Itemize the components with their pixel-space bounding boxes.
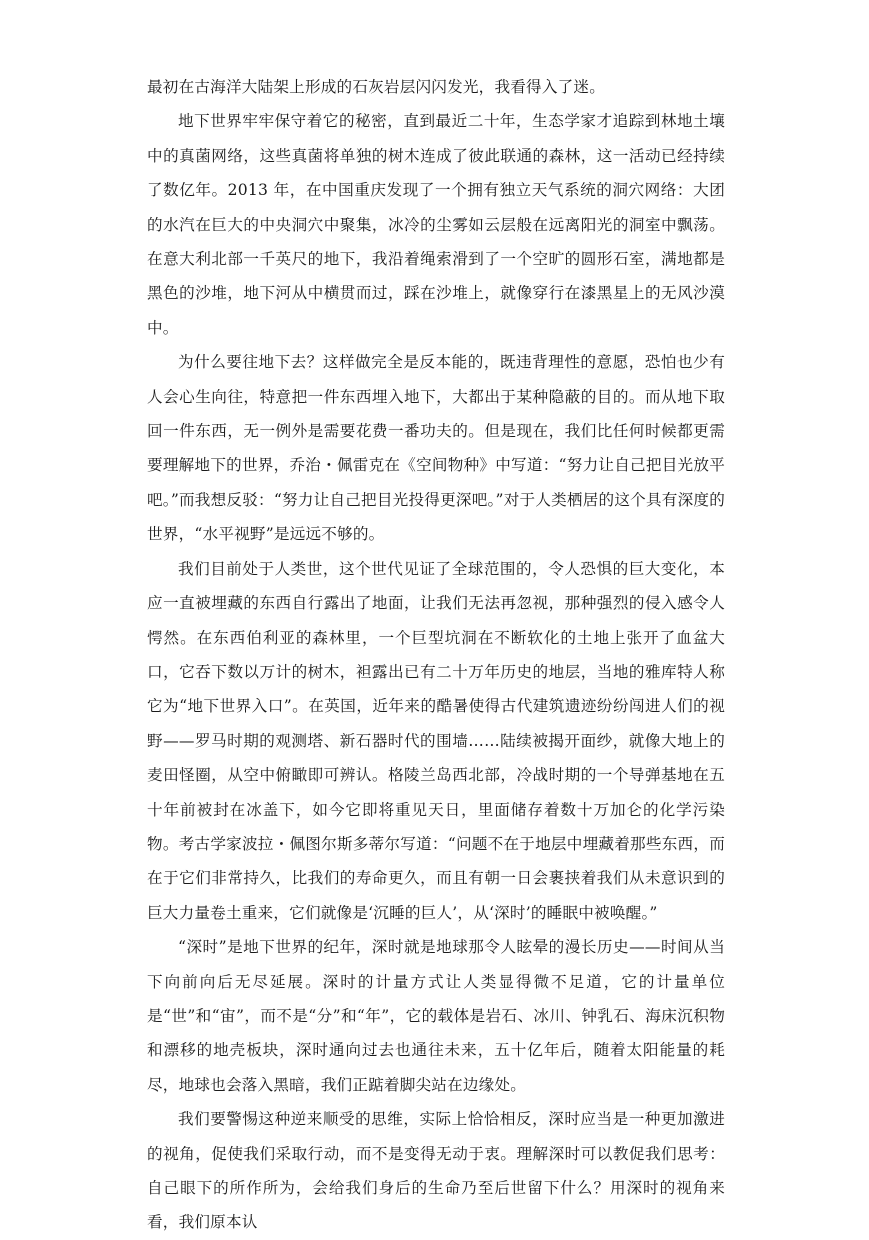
paragraph-3: 为什么要往地下去？这样做完全是反本能的，既违背理性的意愿，恐怕也少有人会心生向往，特意把一件东西埋入地下，大都出于某种隐蔽的目的。而从地下取回一件东西，无一例外是需要花费一番功夫的。但是现在，我们比任何时候都更需要理解地下的世界，乔治・佩雷克在《空间物种》中写道：“努力让自己把目光放平吧。”而我想反驳：“努力让自己把目光投得更深吧。”对于人类栖居的这个具有深度的世界，“水平视野”是远远不够的。 (147, 353, 725, 544)
paragraph-5: “深时”是地下世界的纪年，深时就是地球那令人眩晕的漫长历史——时间从当下向前向后无尽延展。深时的计量方式让人类显得微不足道，它的计量单位是“世”和“宙”，而不是“分”和“年”，它的载体是岩石、冰川、钟乳石、海床沉积物和漂移的地壳板块，深时通向过去也通往未来，五十亿年后，随着太阳能量的耗尽，地球也会落入黑暗，我们正踮着脚尖站在边缘处。 (147, 938, 725, 1094)
paragraph-4: 我们目前处于人类世，这个世代见证了全球范围的，令人恐惧的巨大变化，本应一直被埋藏的东西自行露出了地面，让我们无法再忽视，那种强烈的侵入感令人愕然。在东西伯利亚的森林里，一个巨型坑洞在不断软化的土地上张开了血盆大口，它吞下数以万计的树木，袒露出已有二十万年历史的地层，当地的雅库特人称它为“地下世界入口”。在英国，近年来的酷暑使得古代建筑遗迹纷纷闯进人们的视野——罗马时期的观测塔、新石器时代的围墙……陆续被揭开面纱，就像大地上的麦田怪圈，从空中俯瞰即可辨认。格陵兰岛西北部，冷战时期的一个导弹基地在五十年前被封在冰盖下，如今它即将重见天日，里面储存着数十万加仑的化学污染物。考古学家波拉・佩图尔斯多蒂尔写道：“问题不在于地层中埋藏着那些东西，而在于它们非常持久，比我们的寿命更久，而且有朝一日会裹挟着我们从未意识到的巨大力量卷土重来，它们就像是‘沉睡的巨人’，从‘深时’的睡眠中被唤醒。” (147, 559, 725, 922)
document-page (147, 70, 725, 1240)
paragraph-2: 地下世界牢牢保守着它的秘密，直到最近二十年，生态学家才追踪到林地土壤中的真菌网络，这些真菌将单独的树木连成了彼此联通的森林，这一活动已经持续了数亿年。2013 年，在中国重庆发现了一个拥有独立天气系统的洞穴网络：大团的水汽在巨大的中央洞穴中聚集，冰冷的尘雾如云层般在远离阳光的洞室中飘荡。在意大利北部一千英尺的地下，我沿着绳索滑到了一个空旷的圆形石室，满地都是黑色的沙堆，地下河从中横贯而过，踩在沙堆上，就像穿行在漆黑星上的无风沙漠中。 (147, 112, 725, 337)
paragraph-1: 最初在古海洋大陆架上形成的石灰岩层闪闪发光，我看得入了迷。 (147, 78, 606, 96)
paragraph-6: 我们要警惕这种逆来顺受的思维，实际上恰恰相反，深时应当是一种更加激进的视角，促使我们采取行动，而不是变得无动于衷。理解深时可以教促我们思考：自己眼下的所作所为，会给我们身后的生命乃至后世留下什么？用深时的视角来看，我们原本认 (147, 1110, 725, 1232)
